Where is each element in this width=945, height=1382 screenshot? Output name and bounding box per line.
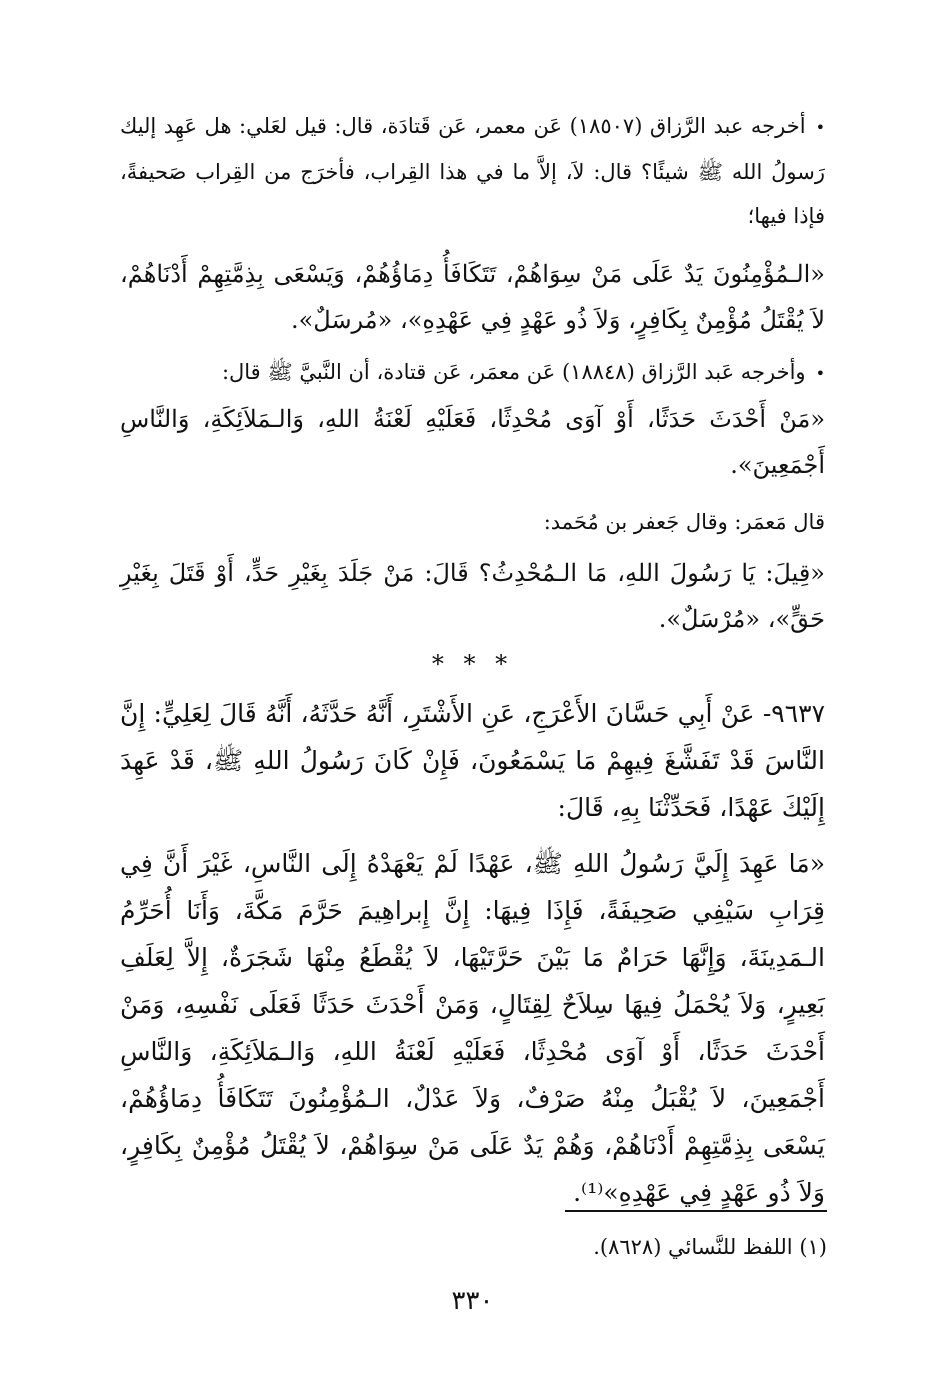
hadith-text-1: [120, 251, 825, 343]
page-number: ٣٣٠: [451, 1286, 494, 1316]
hadith-9637-intro: [120, 690, 825, 831]
section-separator: * * *: [431, 650, 514, 678]
paragraph-text: «الـمُؤْمِنُونَ يَدٌ عَلَى مَنْ سِوَاهُمْ، تَتَكَافَأُ دِمَاؤُهُمْ، وَيَسْعَى بِذِمَّتِهِمْ أَدْنَاهُمْ، لاَ يُقْتَلُ مُؤْمِنٌ بِكَافِرٍ، وَلاَ ذُو عَهْدٍ فِي عَهْدِهِ»، «مُرسَلٌ».: [120, 260, 825, 334]
paragraph-text: «مَا عَهِدَ إِلَيَّ رَسُولُ اللهِ ﷺ، عَهْدًا لَمْ يَعْهَدْهُ إِلَى النَّاسِ، غَيْرَ أَنَّ فِي قِرَابِ سَيْفِي صَحِيفَةً، فَإِذَا فِيهَا: إِنَّ إِبراهِيمَ حَرَّمَ مَكَّةَ، وَأَنَا أُحَرِّمُ الـمَدِينَةَ، وَإِنَّهَا حَرَامٌ مَا بَيْنَ حَرَّتَيْهَا، لاَ يُقْطَعُ مِنْهَا شَجَرَةٌ، إِلاَّ لِعَلَفِ بَعِيرٍ، وَلاَ يُحْمَلُ فِيهَا سِلاَحٌ لِقِتَالٍ، وَمَنْ أَحْدَثَ حَدَثًا فَعَلَى نَفْسِهِ، وَمَنْ أَحْدَثَ حَدَثًا، أَوْ آوَى مُحْدِثًا، فَعَلَيْهِ لَعْنَةُ اللهِ، وَالـمَلاَئِكَةِ، وَالنَّاسِ أَجْمَعِينَ، لاَ يُقْبَلُ مِنْهُ صَرْفٌ، وَلاَ عَدْلٌ، الـمُؤْمِنُونَ تَتَكَافَأُ دِمَاؤُهُمْ، يَسْعَى بِذِمَّتِهِمْ أَدْنَاهُمْ، وَهُمْ يَدٌ عَلَى مَنْ سِوَاهُمْ، لاَ يُقْتَلُ مُؤْمِنٌ بِكَافِرٍ، وَلاَ ذُو عَهْدٍ فِي عَهْدِهِ»⁽¹⁾.: [120, 849, 825, 1207]
paragraph-text: وأخرجه عَبد الرَّزاق (١٨٨٤٨) عَن معمَر، عَن قتادة، أن النَّبيَّ ﷺ قال:: [221, 360, 806, 384]
hadith-takhrij-2: [120, 350, 825, 396]
hadith-takhrij-1: [120, 104, 825, 238]
paragraph-text: «مَنْ أَحْدَثَ حَدَثًا، أَوْ آوَى مُحْدِثًا، فَعَلَيْهِ لَعْنَةُ اللهِ، وَالـمَلاَئِكَةِ، وَالنَّاسِ أَجْمَعِينَ».: [120, 405, 825, 479]
footnote-divider: [565, 1210, 827, 1212]
bullet-icon: •: [815, 117, 826, 137]
paragraph-text: أخرجه عبد الرَّزاق (١٨٥٠٧) عَن معمر، عَن قَتادَة، قال: قيل لعَلي: هل عَهِد إليك رَسولُ الله ﷺ شيئًا؟ قال: لاَ، إلاَّ ما في هذا القِراب، فأخرَج من القِراب صَحيفةً، فإذا فيها؛: [120, 114, 825, 228]
footnote: (١) اللفظ للنَّسائي (٨٦٢٨).: [593, 1235, 827, 1259]
paragraph-text: «قِيلَ: يَا رَسُولَ اللهِ، مَا الـمُحْدِثُ؟ قَالَ: مَنْ جَلَدَ بِغَيْرِ حَدٍّ، أَوْ قَتَلَ بِغَيْرِ حَقٍّ»، «مُرْسَلٌ».: [120, 559, 825, 633]
hadith-text-3: [120, 550, 825, 642]
paragraph-text: قال مَعمَر: وقال جَعفر بن مُحَمد:: [543, 510, 825, 534]
hadith-text-2: [120, 396, 825, 488]
paragraph-text: ٩٦٣٧- عَنْ أَبِي حَسَّانَ الأَعْرَجِ، عَنِ الأَشْتَرِ، أَنَّهُ حَدَّثَهُ، أَنَّهُ قَالَ لِعَلِيٍّ: إِنَّ النَّاسَ قَدْ تَفَشَّغَ فِيهِمْ مَا يَسْمَعُونَ، فَإِنْ كَانَ رَسُولُ اللهِ ﷺ، قَدْ عَهِدَ إِلَيْكَ عَهْدًا، فَحَدِّثْنَا بِهِ، قَالَ:: [120, 699, 825, 822]
hadith-9637-text: [120, 840, 825, 1216]
bullet-icon: •: [815, 363, 825, 383]
narrator-line: [120, 500, 825, 544]
